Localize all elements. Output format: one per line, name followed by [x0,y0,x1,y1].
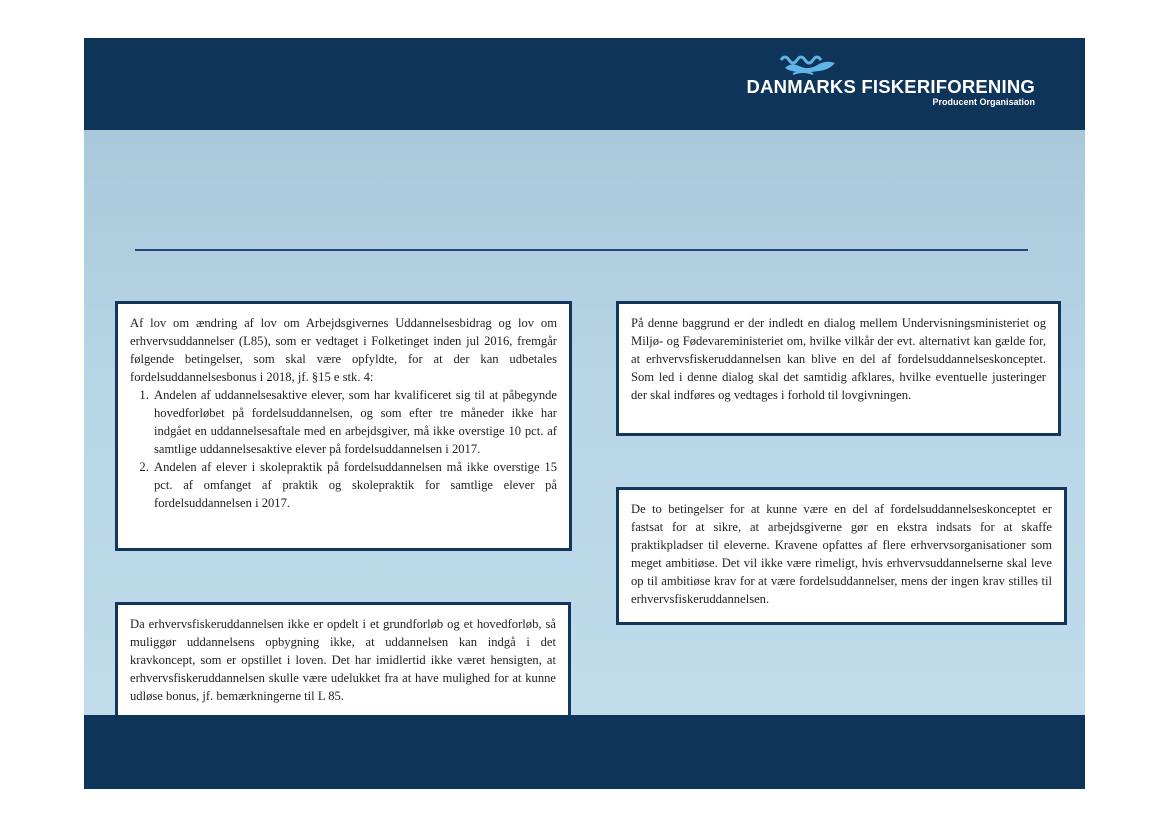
fisher-education-text-box [115,602,571,721]
dialog-text: På denne baggrund er der indledt en dialog mellem Undervisningsministeriet og Miljø- og Fødevareministeriet om, hvilke vilkår der evt. alternativt kan gælde for, at erhvervsfiskeruddannelsen kan blive en del af fordelsuddannelseskonceptet. Som led i denne dialog skal det samtidig afklares, hvilke eventuelle justeringer der skal indføres og vedtages i forhold til lovgivningen. [631,316,1046,402]
fish-logo-icon [779,54,839,76]
logo-subtitle: Producent Organisation [932,97,1035,107]
header-band [84,38,1085,130]
footer-band [84,715,1085,789]
requirements-text-box [616,487,1067,625]
logo-name: DANMARKS FISKERIFORENING [746,76,1035,97]
title-divider [135,249,1028,251]
condition-item: 1. Andelen af uddannelsesaktive elever, som har kvalificeret sig til at påbegynde hovedforløbet på fordelsuddannelsen, og som efter tre måneder ikke har indgået en uddannelsesaftale med en arbejdsgiver, må ikke overstige 10 pct. af samtlige uddannelsesaktive elever på fordelsuddannelsen i 2017. [152,386,557,458]
conditions-intro: Af lov om ændring af lov om Arbejdsgivernes Uddannelsesbidrag og lov om erhvervsuddannelser (L85), som er vedtaget i Folketinget inden jul 2016, fremgår følgende betingelser, som skal være opfyldte, for at der kan udbetales fordelsuddannelsesbonus i 2018, jf. §15 e stk. 4: [130,316,557,384]
slide [84,38,1085,789]
condition-item: 2. Andelen af elever i skolepraktik på fordelsuddannelsen må ikke overstige 15 pct. af omfanget af praktik og skolepraktik for samtlige elever på fordelsuddannelsen i 2017. [152,458,557,512]
conditions-text-box [115,301,572,551]
fisher-education-text: Da erhvervsfiskeruddannelsen ikke er opdelt i et grundforløb og et hovedforløb, så muliggør uddannelsens opbygning ikke, at uddannelsen kan indgå i det kravkoncept, som er opstillet i loven. Det har imidlertid ikke været hensigten, at erhvervsfiskeruddannelsen skulle være udelukket fra at have mulighed for at kunne udløse bonus, jf. bemærkningerne til L 85. [130,617,556,703]
conditions-list [130,386,557,512]
dialog-text-box [616,301,1061,436]
logo [747,54,1035,108]
requirements-text: De to betingelser for at kunne være en del af fordelsuddannelseskonceptet er fastsat for at sikre, at arbejdsgiverne gør en ekstra indsats for at skaffe praktikpladser til eleverne. Kravene opfattes af flere erhvervsorganisationer som meget ambitiøse. Det vil ikke være rimeligt, hvis erhvervsuddannelserne skal leve op til ambitiøse krav for at være fordelsuddannelser, mens der ingen krav stilles til erhvervsfiskeruddannelsen. [631,502,1052,606]
